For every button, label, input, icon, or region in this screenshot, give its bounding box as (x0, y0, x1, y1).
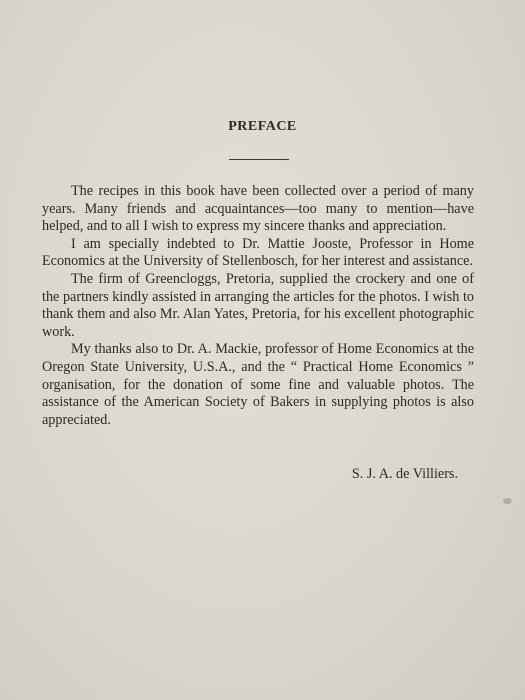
page-title: PREFACE (228, 119, 297, 134)
paragraph: The firm of Greencloggs, Pretoria, supplied the crockery and one of the partners kindly assisted in arranging the articles for the photos. I wish to thank them and also Mr. Alan Yates, Pretoria, for his excellent photographic work. (42, 270, 474, 340)
paragraph: My thanks also to Dr. A. Mackie, professor of Home Economics at the Oregon State University, U.S.A., and the “ Practical Home Economics ” organisation, for the donation of some fine and valuable photos. The assistance of the American Society of Bakers in supplying photos is also appreciated. (42, 341, 474, 428)
author-signature: S. J. A. de Villiers. (351, 466, 458, 482)
paragraph: The recipes in this book have been collected over a period of many years. Many friends and acquaintances—too many to mention—have helped, and to all I wish to express my sincere thanks and appreciation. (42, 183, 474, 235)
preface-body (42, 183, 474, 429)
title-divider (229, 159, 289, 160)
paragraph: I am specially indebted to Dr. Mattie Jooste, Professor in Home Economics at the University of Stellenbosch, for her interest and assistance. (42, 235, 474, 270)
paper-stain (503, 498, 512, 504)
